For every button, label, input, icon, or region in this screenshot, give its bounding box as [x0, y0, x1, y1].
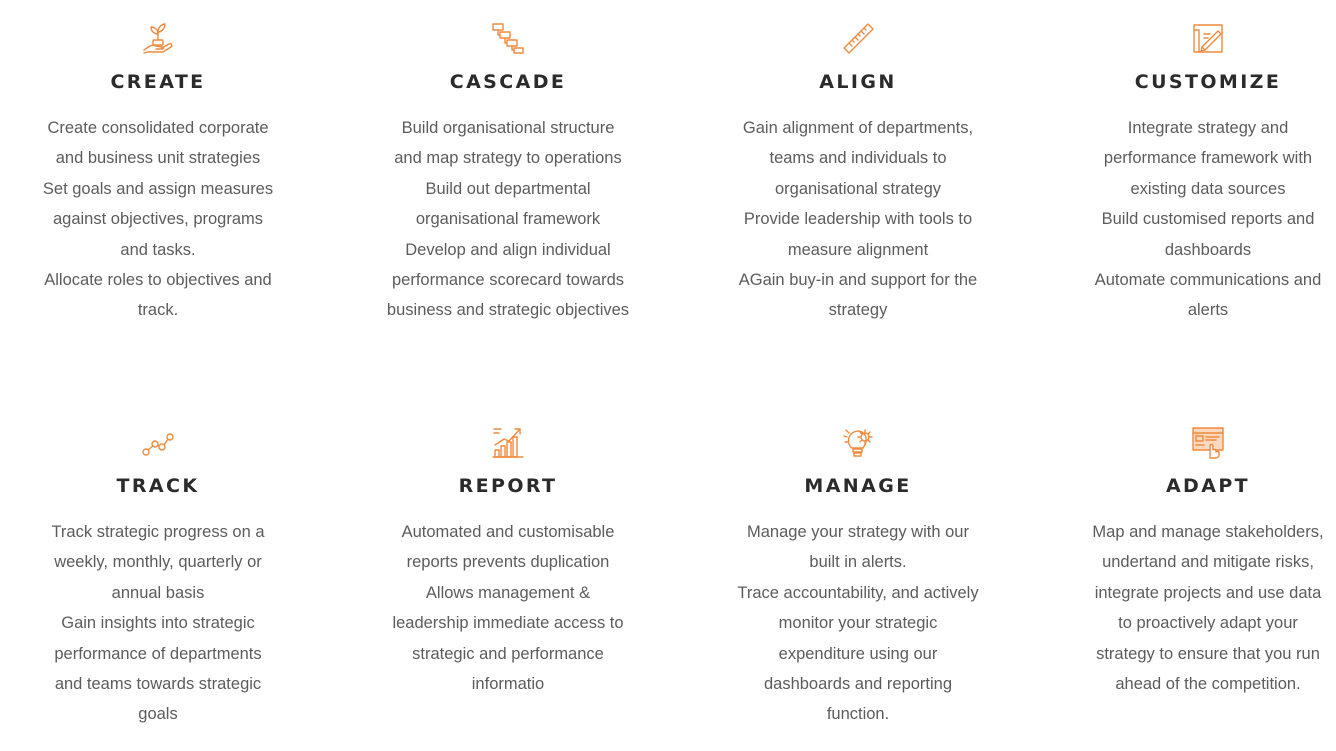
- description-line: weekly, monthly, quarterly or: [54, 553, 262, 572]
- description-line: organisational strategy: [774, 179, 941, 198]
- feature-report: [333, 404, 683, 751]
- description-line: against objectives, programs: [52, 210, 264, 229]
- description-line: performance scorecard towards: [391, 271, 624, 290]
- feature-description: [18, 113, 298, 326]
- description-line: Automated and customisable: [401, 523, 615, 541]
- feature-description: [718, 517, 998, 730]
- description-line: ahead of the competition.: [1115, 675, 1301, 694]
- description-line: strategy to ensure that you run: [1096, 644, 1320, 663]
- plant-hand-icon: [140, 20, 176, 56]
- description-line: strategic and performance: [412, 644, 604, 663]
- description-line: reports prevents duplication: [406, 553, 610, 572]
- description-line: undertand and mitigate risks,: [1102, 553, 1314, 572]
- description-line: annual basis: [111, 583, 205, 602]
- description-line: dashboards and reporting: [763, 675, 953, 694]
- feature-create: [0, 0, 333, 404]
- feature-description: [368, 113, 648, 326]
- description-line: Provide leadership with tools to: [743, 210, 973, 229]
- feature-title: TRACK: [116, 475, 200, 497]
- description-line: to proactively adapt your: [1118, 614, 1298, 633]
- description-line: existing data sources: [1130, 179, 1286, 198]
- description-line: function.: [826, 705, 890, 724]
- description-line: expenditure using our: [778, 644, 938, 663]
- description-line: business and strategic objectives: [386, 301, 630, 320]
- feature-title: CUSTOMIZE: [1134, 71, 1282, 93]
- feature-title: REPORT: [458, 475, 558, 497]
- description-line: Automate communications and: [1094, 271, 1322, 290]
- description-line: Map and manage stakeholders,: [1092, 523, 1324, 541]
- description-line: Trace accountability, and actively: [737, 583, 979, 602]
- blueprint-pencil-icon: [1190, 20, 1226, 56]
- description-line: integrate projects and use data: [1094, 583, 1322, 602]
- description-line: Develop and align individual: [405, 240, 611, 259]
- description-line: Track strategic progress on a: [51, 523, 265, 541]
- feature-track: [0, 404, 333, 751]
- description-line: Manage your strategy with our: [747, 523, 969, 541]
- description-line: Integrate strategy and: [1127, 119, 1289, 137]
- description-line: track.: [137, 301, 179, 320]
- description-line: teams and individuals to: [769, 149, 947, 168]
- description-line: and teams towards strategic: [54, 675, 262, 694]
- description-line: leadership immediate access to: [392, 614, 624, 633]
- bulb-gear-icon: [840, 424, 876, 460]
- description-line: AGain buy-in and support for the: [738, 271, 978, 290]
- description-line: Create consolidated corporate: [47, 119, 269, 137]
- feature-title: ALIGN: [819, 71, 897, 93]
- cascade-blocks-icon: [490, 20, 526, 56]
- description-line: Allows management &: [425, 583, 591, 602]
- description-line: performance framework with: [1103, 149, 1313, 168]
- progress-dots-icon: [140, 424, 176, 460]
- description-line: and business unit strategies: [55, 149, 261, 168]
- feature-description: [1068, 113, 1336, 326]
- feature-title: CASCADE: [449, 71, 567, 93]
- description-line: monitor your strategic: [778, 614, 938, 633]
- description-line: Build customised reports and: [1101, 210, 1315, 229]
- description-line: Gain alignment of departments,: [742, 119, 974, 137]
- feature-description: [18, 517, 298, 730]
- description-line: Gain insights into strategic: [61, 614, 255, 633]
- description-line: built in alerts.: [809, 553, 907, 572]
- description-line: strategy: [828, 301, 888, 320]
- feature-title: ADAPT: [1165, 475, 1251, 497]
- description-line: and tasks.: [120, 240, 196, 259]
- feature-customize: [1033, 0, 1336, 404]
- feature-description: [368, 517, 648, 699]
- growth-chart-icon: [490, 424, 526, 460]
- feature-description: [1068, 517, 1336, 699]
- description-line: Build out departmental: [425, 179, 591, 198]
- description-line: informatio: [471, 675, 545, 694]
- feature-title: MANAGE: [804, 475, 912, 497]
- description-line: Set goals and assign measures: [42, 179, 274, 198]
- ruler-icon: [840, 20, 876, 56]
- feature-cascade: [333, 0, 683, 404]
- description-line: Build organisational structure: [401, 119, 615, 137]
- feature-adapt: [1033, 404, 1336, 751]
- description-line: Allocate roles to objectives and: [44, 271, 272, 290]
- description-line: dashboards: [1164, 240, 1252, 259]
- description-line: organisational framework: [415, 210, 601, 229]
- feature-description: [718, 113, 998, 326]
- dashboard-touch-icon: [1190, 424, 1226, 460]
- description-line: goals: [138, 705, 178, 724]
- feature-title: CREATE: [110, 71, 206, 93]
- description-line: performance of departments: [54, 644, 262, 663]
- feature-align: [683, 0, 1033, 404]
- description-line: and map strategy to operations: [394, 149, 622, 168]
- feature-manage: [683, 404, 1033, 751]
- description-line: measure alignment: [787, 240, 929, 259]
- description-line: alerts: [1187, 301, 1229, 320]
